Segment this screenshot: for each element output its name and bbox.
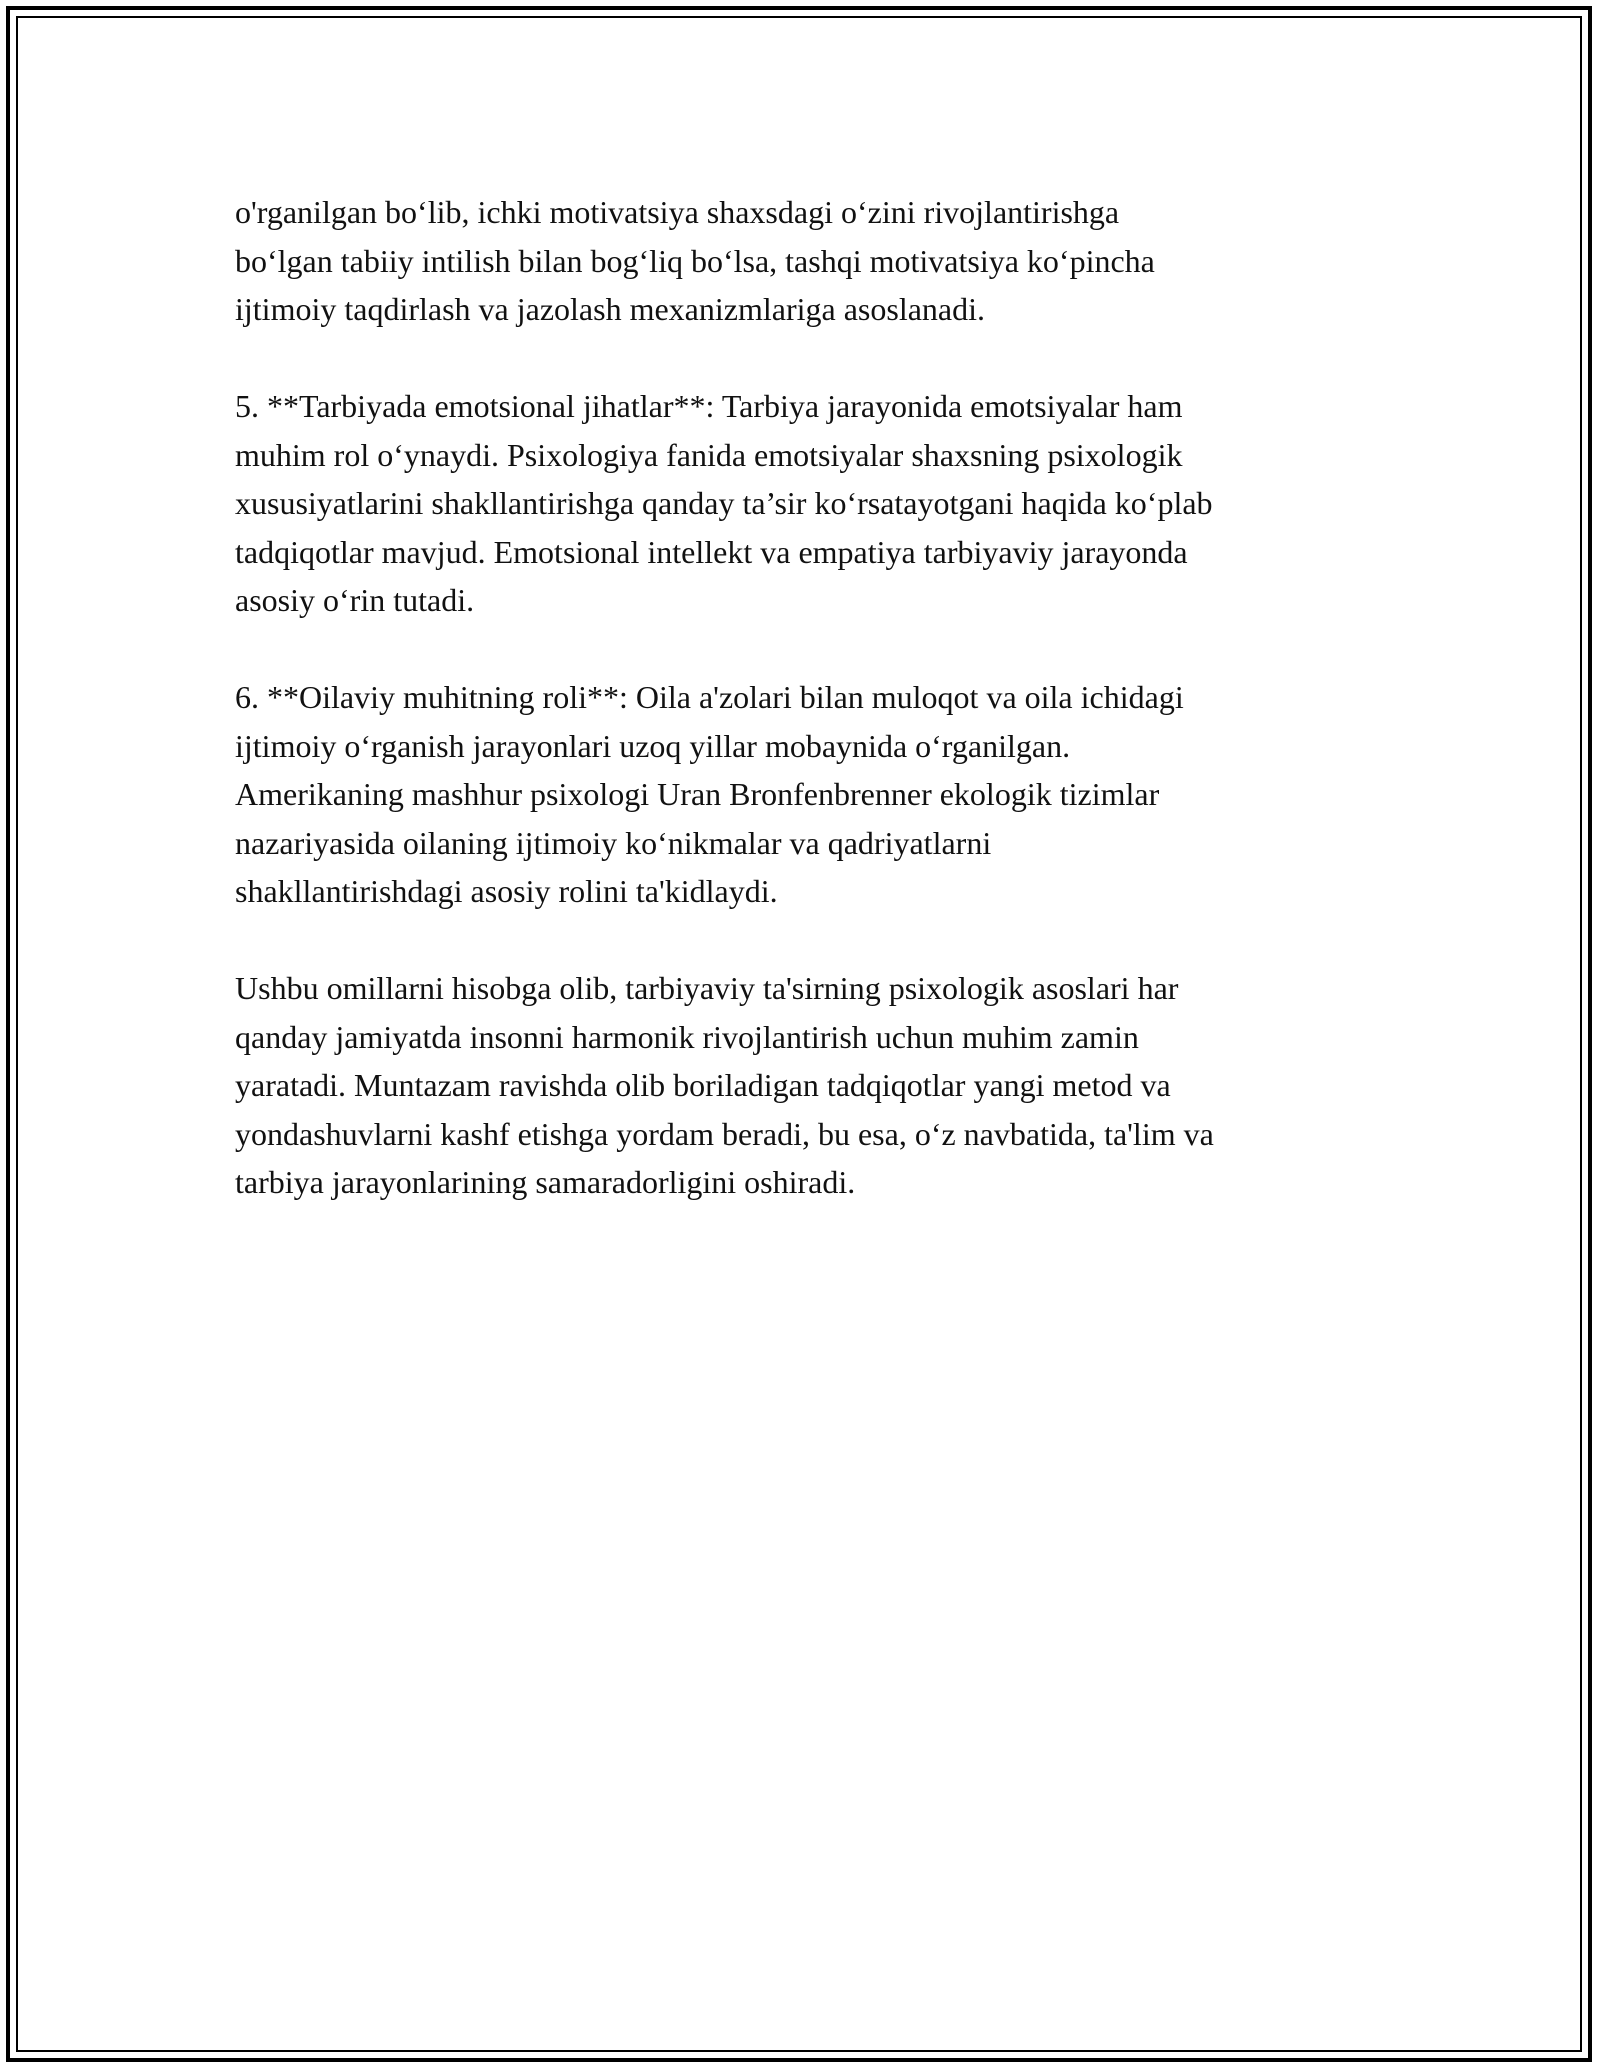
text-line: muhim rol o‘ynaydi. Psixologiya fanida emotsiyalar shaxsning psixologik [235, 436, 1183, 473]
document-body [235, 188, 1370, 1255]
text-line: Ushbu omillarni hisobga olib, tarbiyaviy ta'sirning psixologik asoslari har [235, 970, 1179, 1006]
text-line: tadqiqotlar mavjud. Emotsional intellekt va empatiya tarbiyaviy jarayonda [235, 533, 1188, 570]
text-line: shakllantirishdagi asosiy rolini ta'kidlaydi. [235, 873, 778, 909]
text-line: ijtimoiy taqdirlash va jazolash mexanizmlariga asoslanadi. [235, 291, 985, 327]
paragraph-emotional-aspects [235, 382, 1370, 625]
text-line: o'rganilgan bo‘lib, ichki motivatsiya shaxsdagi o‘zini rivojlantirishga [235, 194, 1120, 230]
text-line: nazariyasida oilaning ijtimoiy ko‘nikmalar va qadriyatlarni [235, 824, 992, 861]
paragraph-motivation-continued [235, 188, 1370, 334]
text-line: 6. **Oilaviy muhitning roli**: Oila a'zolari bilan muloqot va oila ichidagi [235, 679, 1184, 715]
text-line: asosiy o‘rin tutadi. [235, 582, 475, 618]
text-line: qanday jamiyatda insonni harmonik rivojlantirish uchun muhim zamin [235, 1018, 1139, 1055]
text-line: xususiyatlarini shakllantirishga qanday ta’sir ko‘rsatayotgani haqida ko‘plab [235, 485, 1213, 521]
paragraph-conclusion [235, 964, 1370, 1207]
text-line: Amerikaning mashhur psixologi Uran Bronfenbrenner ekologik tizimlar [235, 776, 1160, 812]
text-line: ijtimoiy o‘rganish jarayonlari uzoq yillar mobaynida o‘rganilgan. [235, 727, 1071, 764]
text-line: 5. **Tarbiyada emotsional jihatlar**: Tarbiya jarayonida emotsiyalar ham [235, 388, 1183, 424]
text-line: yondashuvlarni kashf etishga yordam beradi, bu esa, o‘z navbatida, ta'lim va [235, 1115, 1214, 1152]
text-line: bo‘lgan tabiiy intilish bilan bog‘liq bo‘lsa, tashqi motivatsiya ko‘pincha [235, 242, 1155, 279]
text-line: tarbiya jarayonlarining samaradorligini oshiradi. [235, 1164, 856, 1200]
text-line: yaratadi. Muntazam ravishda olib boriladigan tadqiqotlar yangi metod va [235, 1067, 1171, 1103]
paragraph-family-environment [235, 673, 1370, 916]
